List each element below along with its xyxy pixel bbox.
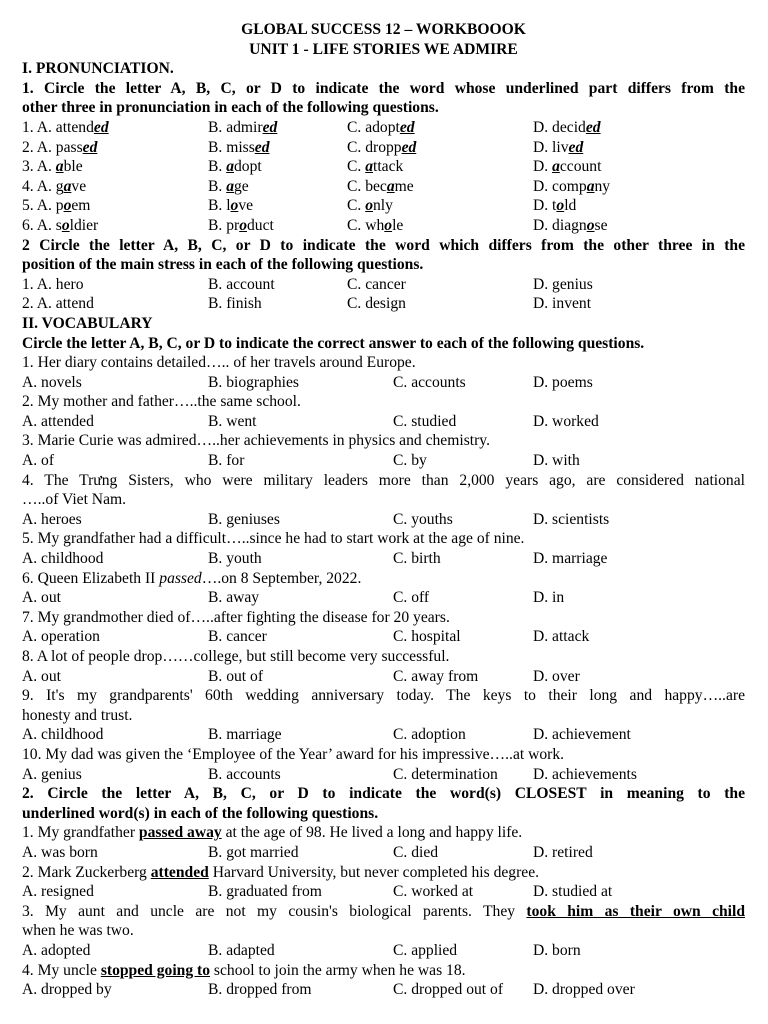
option-a: 1. A. attended: [22, 118, 109, 136]
option-c: C. adopted: [347, 118, 415, 136]
option-a: A. operation: [22, 628, 100, 646]
option-b: B. adopt: [208, 158, 262, 176]
option-a: 1. A. hero: [22, 275, 84, 293]
option-c: C. whole: [347, 216, 404, 234]
section-heading-vocabulary: II. VOCABULARY: [22, 314, 153, 332]
option-b: B. cancer: [208, 628, 267, 646]
options-row: [22, 451, 745, 471]
question-row-p4: [22, 177, 745, 197]
option-d: D. company: [533, 177, 611, 195]
options-row: [22, 627, 745, 647]
option-b: B. love: [208, 197, 254, 215]
question-row-p1: [22, 118, 745, 138]
option-b: B. product: [208, 216, 274, 234]
option-d: D. genius: [533, 275, 593, 293]
question-text: 1. Her diary contains detailed….. of her travels around Europe.: [22, 354, 416, 372]
options-row: [22, 882, 745, 902]
question-text: honesty and trust.: [22, 706, 133, 724]
question-text: 5. My grandfather had a difficult…..since he had to start work at the age of nine.: [22, 530, 525, 548]
option-c: C. only: [347, 197, 393, 215]
options-row: [22, 510, 745, 530]
option-b: B. youth: [208, 550, 262, 568]
option-b: B. away: [208, 589, 260, 607]
option-a: A. heroes: [22, 510, 82, 528]
options-row: [22, 725, 745, 745]
question-text: 4. My uncle stopped going to school to join the army when he was 18.: [22, 961, 466, 979]
option-a: A. out: [22, 589, 61, 607]
option-a: A. adopted: [22, 941, 91, 959]
option-d: D. achievements: [533, 765, 637, 783]
question-row-p6: [22, 216, 745, 236]
worksheet-title: GLOBAL SUCCESS 12 – WORKBOOOK: [241, 21, 526, 38]
option-a: 3. A. able: [22, 158, 83, 176]
options-row: [22, 765, 745, 785]
option-c: C. became: [347, 177, 414, 195]
instruction-line: Circle the letter A, B, C, or D to indicate the correct answer to each of the following questions.: [22, 334, 645, 352]
option-d: D. born: [533, 941, 581, 959]
question-text: 7. My grandmother died of…..after fighting the disease for 20 years.: [22, 608, 450, 626]
option-b: B. admired: [208, 118, 278, 136]
option-d: D. decided: [533, 118, 601, 136]
option-d: D. in: [533, 589, 565, 607]
option-c: C. dropped: [347, 138, 417, 156]
question-row-p2: [22, 138, 745, 158]
option-d: D. retired: [533, 843, 593, 861]
option-b: B. marriage: [208, 726, 282, 744]
options-row: [22, 667, 745, 687]
option-b: B. accounts: [208, 765, 281, 783]
unit-title: UNIT 1 - LIFE STORIES WE ADMIRE: [249, 40, 518, 58]
option-d: D. poems: [533, 373, 593, 391]
option-c: C. birth: [393, 550, 441, 568]
option-d: D. achievement: [533, 726, 631, 744]
option-a: A. resigned: [22, 883, 94, 901]
options-row: [22, 549, 745, 569]
option-c: C. youths: [393, 510, 453, 528]
instruction-line: 2. Circle the letter A, B, C, or D to indicate the word(s) CLOSEST in meaning to the: [22, 785, 745, 803]
question-text: 2. Mark Zuckerberg attended Harvard University, but never completed his degree.: [22, 863, 540, 881]
option-a: 2. A. passed: [22, 138, 98, 156]
option-a: A. childhood: [22, 726, 104, 744]
question-text: when he was two.: [22, 922, 134, 940]
worksheet-page: [22, 20, 745, 1000]
option-a: 5. A. poem: [22, 197, 91, 215]
option-c: C. determination: [393, 765, 498, 783]
question-text: 10. My dad was given the ‘Employee of the Year’ award for his impressive…..at work.: [22, 745, 565, 763]
question-row-p3: [22, 157, 745, 177]
option-b: B. went: [208, 412, 257, 430]
options-row: [22, 373, 745, 393]
option-a: A. of: [22, 452, 55, 470]
option-b: B. adapted: [208, 941, 275, 959]
options-row: [22, 843, 745, 863]
option-b: B. missed: [208, 138, 270, 156]
question-text: 4. The Trưng Sisters, who were military leaders more than 2,000 years ago, are considered national: [22, 471, 745, 489]
option-d: D. diagnose: [533, 216, 608, 234]
instruction-line: 1. Circle the letter A, B, C, or D to indicate the word whose underlined part differs from the: [22, 79, 745, 97]
option-d: D. attack: [533, 628, 590, 646]
option-d: D. marriage: [533, 550, 608, 568]
option-d: D. dropped over: [533, 981, 635, 999]
option-d: D. account: [533, 158, 602, 176]
option-b: B. dropped from: [208, 981, 312, 999]
options-row: [22, 941, 745, 961]
instruction-line: underlined word(s) in each of the following questions.: [22, 804, 379, 822]
option-b: B. graduated from: [208, 883, 322, 901]
instruction-line: other three in pronunciation in each of the following questions.: [22, 99, 439, 117]
option-c: C. cancer: [347, 275, 406, 293]
option-c: C. by: [393, 452, 427, 470]
options-row: [22, 412, 745, 432]
option-c: C. worked at: [393, 883, 474, 901]
option-b: B. biographies: [208, 373, 299, 391]
option-c: C. away from: [393, 667, 479, 685]
question-row-s2: [22, 294, 745, 314]
option-a: A. out: [22, 667, 61, 685]
option-c: C. attack: [347, 158, 404, 176]
option-b: B. finish: [208, 295, 262, 313]
option-b: B. for: [208, 452, 245, 470]
question-text: 9. It's my grandparents' 60th wedding anniversary today. The keys to their long and happy…..are: [22, 687, 745, 705]
question-text: 6. Queen Elizabeth II passed….on 8 September, 2022.: [22, 569, 362, 587]
question-row-p5: [22, 196, 745, 216]
option-a: 2. A. attend: [22, 295, 94, 313]
option-d: D. invent: [533, 295, 592, 313]
question-text: 3. My aunt and uncle are not my cousin's biological parents. They took him as their own child: [22, 902, 745, 920]
option-a: A. attended: [22, 412, 94, 430]
instruction-line: position of the main stress in each of the following questions.: [22, 256, 424, 274]
question-text: 3. Marie Curie was admired…..her achievements in physics and chemistry.: [22, 432, 490, 450]
option-c: C. design: [347, 295, 406, 313]
options-row: [22, 588, 745, 608]
option-a: 4. A. gave: [22, 177, 87, 195]
option-a: 6. A. soldier: [22, 216, 99, 234]
question-text: …..of Viet Nam.: [22, 491, 127, 509]
instruction-line: 2 Circle the letter A, B, C, or D to indicate the word which differs from the other three in the: [22, 236, 745, 254]
option-d: D. with: [533, 452, 580, 470]
option-a: A. dropped by: [22, 981, 112, 999]
option-a: A. childhood: [22, 550, 104, 568]
option-b: B. got married: [208, 843, 299, 861]
option-c: C. adoption: [393, 726, 466, 744]
option-d: D. over: [533, 667, 580, 685]
option-b: B. out of: [208, 667, 264, 685]
question-text: 8. A lot of people drop……college, but still become very successful.: [22, 648, 450, 665]
option-c: C. studied: [393, 412, 457, 430]
question-text: 2. My mother and father…..the same school.: [22, 393, 301, 411]
option-c: C. accounts: [393, 373, 466, 391]
question-row-s1: [22, 275, 745, 295]
option-d: D. studied at: [533, 883, 613, 901]
option-a: A. was born: [22, 843, 98, 861]
section-heading-pronunciation: I. PRONUNCIATION.: [22, 60, 174, 78]
option-b: B. geniuses: [208, 510, 280, 528]
option-d: D. lived: [533, 138, 584, 156]
option-d: D. scientists: [533, 510, 610, 528]
option-a: A. novels: [22, 373, 82, 391]
option-d: D. told: [533, 197, 577, 215]
option-b: B. age: [208, 177, 249, 195]
question-text: 1. My grandfather passed away at the age of 98. He lived a long and happy life.: [22, 824, 523, 842]
option-c: C. applied: [393, 941, 458, 959]
option-c: C. hospital: [393, 628, 461, 646]
option-a: A. genius: [22, 765, 82, 783]
option-c: C. off: [393, 589, 430, 607]
option-c: C. dropped out of: [393, 981, 504, 999]
option-c: C. died: [393, 843, 439, 861]
options-row: [22, 980, 745, 1000]
option-b: B. account: [208, 275, 275, 293]
option-d: D. worked: [533, 412, 599, 430]
